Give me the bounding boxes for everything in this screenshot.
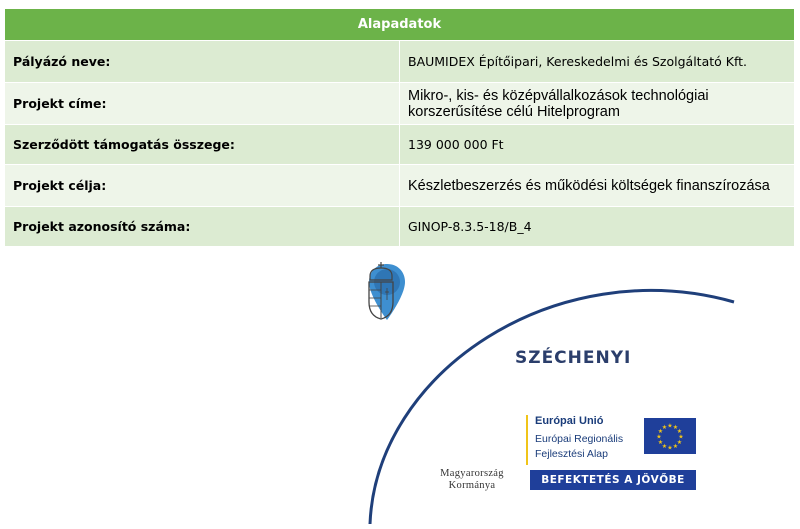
table-row — [5, 125, 795, 165]
table-row — [5, 207, 795, 247]
eu-title: Európai Unió — [535, 415, 604, 427]
eu-fund-line1: Európai Regionális — [535, 433, 624, 445]
eu-stars-icon — [644, 418, 696, 454]
applicant-value: BAUMIDEX Építőipari, Kereskedelmi és Szolgáltató Kft. — [400, 41, 795, 83]
project-data-table — [4, 8, 795, 247]
eu-star-icon: ★ — [672, 443, 679, 450]
government-name — [416, 468, 528, 492]
project-title-label: Projekt címe: — [5, 83, 400, 125]
eu-star-icon: ★ — [667, 422, 673, 430]
project-id-value: GINOP-8.3.5-18/B_4 — [400, 207, 795, 247]
table-row — [5, 165, 795, 207]
coat-of-arms-icon — [366, 262, 396, 320]
applicant-label: Pályázó neve: — [5, 41, 400, 83]
eu-star-icon: ★ — [672, 424, 679, 431]
eu-star-icon: ★ — [667, 444, 673, 452]
project-goal-label: Projekt célja: — [5, 165, 400, 207]
table-row — [5, 83, 795, 125]
eu-fund-line2: Fejlesztési Alap — [535, 448, 608, 460]
eu-star-icon: ★ — [657, 439, 664, 446]
grant-amount-label: Szerződött támogatás összege: — [5, 125, 400, 165]
government-name-line1: Magyarország — [440, 468, 504, 479]
government-name-line2: Kormánya — [448, 480, 496, 491]
eu-star-icon: ★ — [678, 433, 684, 441]
eu-star-icon: ★ — [657, 428, 664, 435]
project-title-value: Mikro-, kis- és középvállalkozások technológiai korszerűsítése célú Hitelprogram — [400, 83, 795, 125]
eu-fund-name — [535, 432, 623, 462]
table-row — [5, 41, 795, 83]
eu-flag-icon — [644, 418, 696, 454]
szechenyi-wordmark: SZÉCHENYI — [515, 348, 632, 368]
invest-in-future-banner: BEFEKTETÉS A JÖVŐBE — [530, 470, 696, 490]
project-id-label: Projekt azonosító száma: — [5, 207, 400, 247]
eu-star-icon: ★ — [656, 433, 662, 441]
grant-amount-value: 139 000 000 Ft — [400, 125, 795, 165]
eu-divider — [526, 415, 528, 465]
project-goal-value: Készletbeszerzés és működési költségek finanszírozása — [400, 165, 795, 207]
eu-star-icon: ★ — [661, 424, 668, 431]
year-label: 2020 — [655, 350, 679, 361]
eu-star-icon: ★ — [676, 428, 683, 435]
eu-star-icon: ★ — [661, 443, 668, 450]
eu-star-icon: ★ — [676, 439, 683, 446]
table-header: Alapadatok — [5, 9, 795, 41]
szechenyi-2020-logo-block — [366, 262, 736, 529]
